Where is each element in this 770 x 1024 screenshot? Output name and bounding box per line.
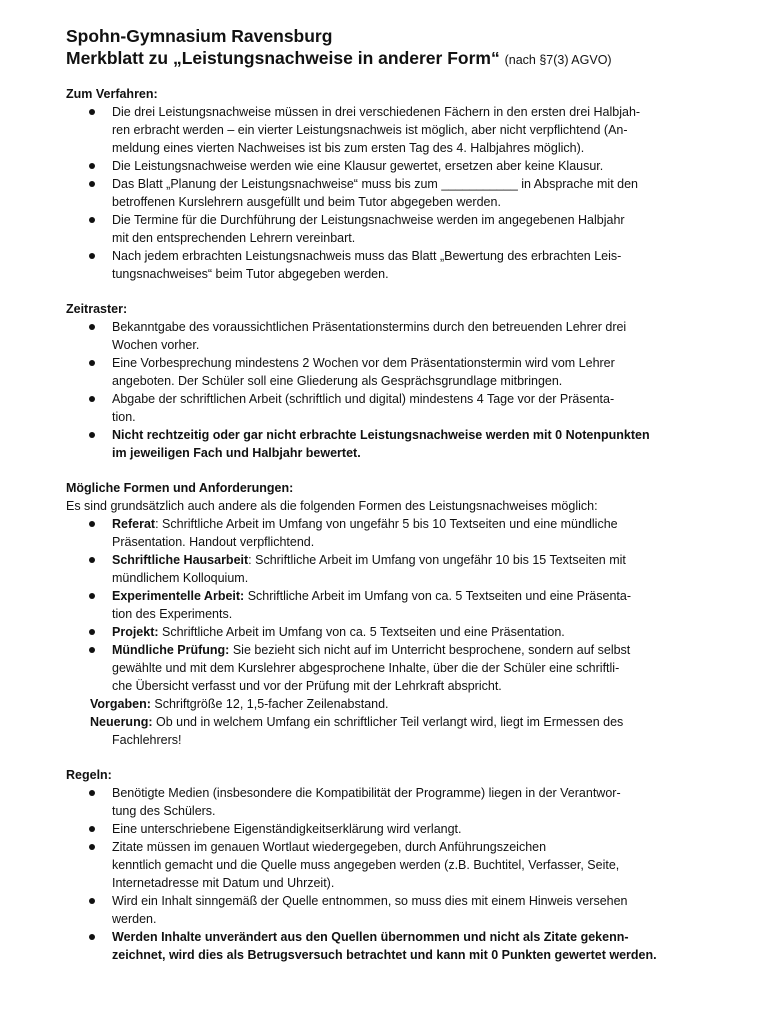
line: gewählte und mit dem Kurslehrer abgesprochene Inhalte, über die der Schüler eine schriftli- — [112, 661, 620, 675]
section-heading-regeln: Regeln: — [66, 768, 112, 782]
list-item — [66, 354, 716, 390]
bullet-icon — [89, 844, 95, 850]
section-zeitraster — [66, 300, 716, 462]
line: mit den entsprechenden Lehrern vereinbart. — [112, 231, 356, 245]
bullet-icon — [89, 826, 95, 832]
term-text: : Schriftliche Arbeit im Umfang von ungefähr 10 bis 15 Textseiten mit — [248, 553, 626, 567]
section-verfahren — [66, 85, 716, 283]
neuerung-term: Neuerung: — [90, 715, 153, 729]
line — [112, 551, 716, 569]
line: angeboten. Der Schüler soll eine Gliederung als Gesprächsgrundlage mitbringen. — [112, 374, 563, 388]
list-item-projekt — [66, 623, 716, 641]
vorgaben-term: Vorgaben: — [90, 697, 151, 711]
line: mündlichem Kolloquium. — [112, 571, 249, 585]
line: ren erbracht werden – ein vierter Leistungsnachweis ist möglich, aber nicht verpflichtend (An- — [112, 123, 628, 137]
line: che Übersicht verfasst und vor der Prüfung mit der Lehrkraft abspricht. — [112, 679, 502, 693]
bullet-icon — [89, 557, 95, 563]
neuerung-continuation: Fachlehrers! — [112, 733, 182, 747]
line: Internetadresse mit Datum und Uhrzeit). — [112, 876, 335, 890]
bullet-icon — [89, 593, 95, 599]
verfahren-list — [66, 103, 716, 283]
term: Referat — [112, 517, 156, 531]
list-item-experimentelle-arbeit — [66, 587, 716, 623]
line: meldung eines vierten Nachweises ist bis zum ersten Tag des 4. Halbjahres möglich). — [112, 141, 585, 155]
list-item — [66, 892, 716, 928]
section-heading-formen: Mögliche Formen und Anforderungen: — [66, 481, 294, 495]
line: Eine unterschriebene Eigenständigkeitserklärung wird verlangt. — [112, 822, 462, 836]
line: kenntlich gemacht und die Quelle muss angegeben werden (z.B. Buchtitel, Verfasser, Seite, — [112, 858, 620, 872]
document-page — [66, 26, 716, 981]
section-heading-verfahren: Zum Verfahren: — [66, 87, 158, 101]
bullet-icon — [89, 217, 95, 223]
formen-list — [66, 515, 716, 695]
line — [112, 623, 716, 641]
line: Bekanntgabe des voraussichtlichen Präsentationstermins durch den betreuenden Lehrer drei — [112, 320, 627, 334]
section-heading-zeitraster: Zeitraster: — [66, 302, 128, 316]
term-text: Schriftliche Arbeit im Umfang von ca. 5 Textseiten und eine Präsentation. — [158, 625, 565, 639]
line: tion. — [112, 410, 136, 424]
list-item — [66, 247, 716, 283]
term: Experimentelle Arbeit: — [112, 589, 245, 603]
bullet-icon — [89, 360, 95, 366]
line — [112, 641, 716, 659]
list-item — [66, 175, 716, 211]
list-item-warning — [66, 426, 716, 462]
bullet-icon — [89, 253, 95, 259]
line: Wird ein Inhalt sinngemäß der Quelle entnommen, so muss dies mit einem Hinweis versehen — [112, 894, 628, 908]
line: Die Termine für die Durchführung der Leistungsnachweise werden im angegebenen Halbjahr — [112, 213, 625, 227]
line: tion des Experiments. — [112, 607, 233, 621]
bullet-icon — [89, 934, 95, 940]
bullet-icon — [89, 163, 95, 169]
line: Eine Vorbesprechung mindestens 2 Wochen vor dem Präsentationstermin wird vom Lehrer — [112, 356, 615, 370]
term-text: Schriftliche Arbeit im Umfang von ca. 5 Textseiten und eine Präsenta- — [244, 589, 631, 603]
line: Die drei Leistungsnachweise müssen in drei verschiedenen Fächern in den ersten drei Halbjah- — [112, 105, 641, 119]
list-item — [66, 103, 716, 157]
list-item — [66, 784, 716, 820]
line: Die Leistungsnachweise werden wie eine Klausur gewertet, ersetzen aber keine Klausur. — [112, 159, 604, 173]
school-name: Spohn-Gymnasium Ravensburg — [66, 26, 333, 46]
line: betroffenen Kurslehrern ausgefüllt und beim Tutor abgegeben werden. — [112, 195, 501, 209]
bullet-icon — [89, 790, 95, 796]
bullet-icon — [89, 521, 95, 527]
neuerung-note — [66, 713, 716, 731]
vorgaben-note — [66, 695, 716, 713]
bullet-icon — [89, 396, 95, 402]
line: Werden Inhalte unverändert aus den Quellen übernommen und nicht als Zitate gekenn- — [112, 930, 629, 944]
document-title — [66, 47, 716, 71]
bullet-icon — [89, 432, 95, 438]
bullet-icon — [89, 181, 95, 187]
neuerung-text: Ob und in welchem Umfang ein schriftlicher Teil verlangt wird, liegt im Ermessen des — [152, 715, 624, 729]
list-item — [66, 318, 716, 354]
regeln-list — [66, 784, 716, 964]
formen-intro: Es sind grundsätzlich auch andere als die folgenden Formen des Leistungsnachweises möglich: — [66, 499, 598, 513]
line: tungsnachweises“ beim Tutor abgegeben werden. — [112, 267, 389, 281]
list-item — [66, 157, 716, 175]
bullet-icon — [89, 629, 95, 635]
title-main: Merkblatt zu „Leistungsnachweise in anderer Form“ — [66, 48, 500, 68]
section-formen — [66, 479, 716, 749]
bullet-icon — [89, 647, 95, 653]
line: Benötigte Medien (insbesondere die Kompatibilität der Programme) liegen in der Verantwor- — [112, 786, 621, 800]
line: Wochen vorher. — [112, 338, 200, 352]
term: Schriftliche Hausarbeit — [112, 553, 249, 567]
line: im jeweiligen Fach und Halbjahr bewertet. — [112, 446, 361, 460]
zeitraster-list — [66, 318, 716, 462]
bullet-icon — [89, 324, 95, 330]
line: Abgabe der schriftlichen Arbeit (schriftlich und digital) mindestens 4 Tage vor der Präsenta- — [112, 392, 615, 406]
term-text: : Schriftliche Arbeit im Umfang von ungefähr 5 bis 10 Textseiten und eine mündliche — [155, 517, 618, 531]
list-item-muendliche-pruefung — [66, 641, 716, 695]
line: Nicht rechtzeitig oder gar nicht erbrachte Leistungsnachweise werden mit 0 Notenpunkten — [112, 428, 650, 442]
list-item — [66, 390, 716, 426]
line: tung des Schülers. — [112, 804, 216, 818]
list-item-hausarbeit — [66, 551, 716, 587]
bullet-icon — [89, 109, 95, 115]
line: Zitate müssen im genauen Wortlaut wiedergegeben, durch Anführungszeichen — [112, 840, 547, 854]
vorgaben-text: Schriftgröße 12, 1,5-facher Zeilenabstand. — [150, 697, 389, 711]
line: Nach jedem erbrachten Leistungsnachweis muss das Blatt „Bewertung des erbrachten Leis- — [112, 249, 622, 263]
line — [112, 587, 716, 605]
term: Mündliche Prüfung: — [112, 643, 230, 657]
term: Projekt: — [112, 625, 159, 639]
list-item — [66, 820, 716, 838]
line: Präsentation. Handout verpflichtend. — [112, 535, 315, 549]
line: werden. — [112, 912, 157, 926]
term-text: Sie bezieht sich nicht auf im Unterricht besprochene, sondern auf selbst — [229, 643, 631, 657]
line: zeichnet, wird dies als Betrugsversuch betrachtet und kann mit 0 Punkten gewertet werden. — [112, 948, 657, 962]
list-item-warning — [66, 928, 716, 964]
list-item — [66, 838, 716, 892]
list-item-referat — [66, 515, 716, 551]
bullet-icon — [89, 898, 95, 904]
title-suffix: (nach §7(3) AGVO) — [504, 53, 612, 67]
section-regeln — [66, 766, 716, 964]
line — [112, 515, 716, 533]
line: Das Blatt „Planung der Leistungsnachweise“ muss bis zum ___________ in Absprache mit den — [112, 177, 639, 191]
list-item — [66, 211, 716, 247]
